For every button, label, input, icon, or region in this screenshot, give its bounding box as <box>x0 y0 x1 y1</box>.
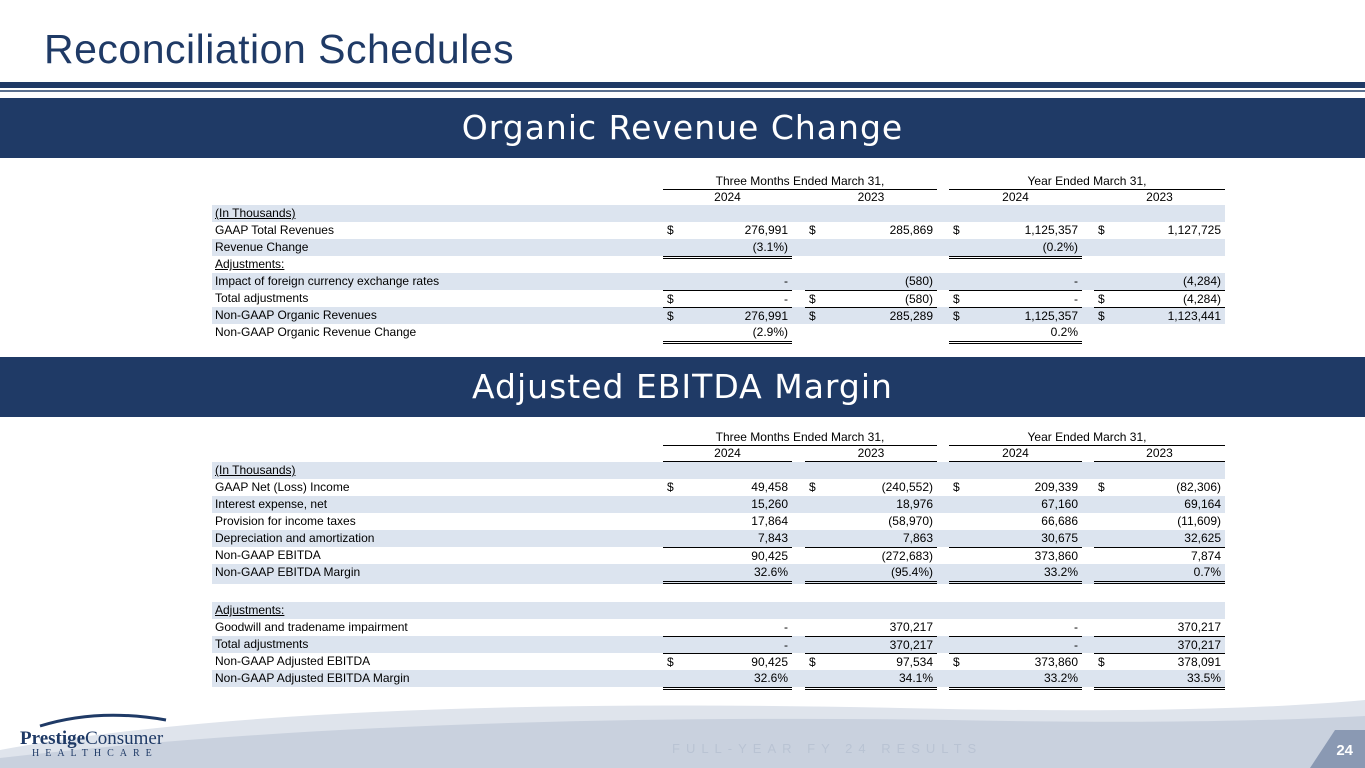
table-cell <box>805 619 937 636</box>
table-cell <box>949 530 1082 547</box>
table-cell <box>663 653 792 670</box>
table-cell <box>949 496 1082 513</box>
table-cell <box>663 619 792 636</box>
row-label: (In Thousands) <box>215 206 296 220</box>
currency-symbol: $ <box>1098 480 1105 494</box>
cell-value: 66,686 <box>1041 514 1078 528</box>
table-cell <box>663 636 792 653</box>
row-label: Depreciation and amortization <box>215 531 375 545</box>
footer-swoosh <box>0 690 1365 768</box>
cell-value: 15,260 <box>751 497 788 511</box>
row-label: GAAP Total Revenues <box>215 223 334 237</box>
table-row <box>212 479 1225 496</box>
cell-value: 209,339 <box>1034 480 1078 494</box>
cell-value: - <box>1074 292 1078 306</box>
cell-value: 34.1% <box>898 671 933 685</box>
cell-value: 33.5% <box>1186 671 1221 685</box>
table-cell <box>805 530 937 547</box>
cell-value: 370,217 <box>889 620 933 634</box>
year-column-header: 2023 <box>1146 446 1173 460</box>
currency-symbol: $ <box>667 480 674 494</box>
table-cell <box>805 273 937 290</box>
table-cell <box>949 479 1082 496</box>
table-cell <box>949 547 1082 564</box>
cell-value: 1,125,357 <box>1024 309 1078 323</box>
table-cell <box>663 222 792 239</box>
page-title: Reconciliation Schedules <box>44 26 515 72</box>
currency-symbol: $ <box>809 655 816 669</box>
table-cell <box>805 513 937 530</box>
table-cell <box>949 636 1082 653</box>
table-cell <box>1094 547 1225 564</box>
table-row <box>212 496 1225 513</box>
table-row <box>212 670 1225 687</box>
year-column-header: 2023 <box>857 190 885 204</box>
row-label: Non-GAAP Adjusted EBITDA Margin <box>215 671 410 685</box>
table-cell <box>1094 496 1225 513</box>
cell-value: (272,683) <box>881 549 933 563</box>
table-row <box>212 256 1225 273</box>
section-band-ebitda: Adjusted EBITDA Margin <box>0 357 1365 417</box>
row-label: Adjustments: <box>215 257 285 271</box>
table-row <box>212 636 1225 653</box>
currency-symbol: $ <box>953 480 960 494</box>
cell-value: 7,863 <box>902 531 933 545</box>
table-cell <box>949 307 1082 324</box>
cell-value: - <box>784 292 788 306</box>
year-column-header: 2024 <box>1002 446 1029 460</box>
currency-symbol: $ <box>953 223 960 237</box>
cell-value: 1,125,357 <box>1024 223 1078 237</box>
table-cell <box>949 670 1082 690</box>
row-label: Interest expense, net <box>215 497 328 511</box>
cell-value: - <box>1074 274 1078 288</box>
cell-value: 17,864 <box>751 514 788 528</box>
cell-value: 32.6% <box>753 565 788 579</box>
table-row <box>212 653 1225 670</box>
table-row <box>212 619 1225 636</box>
logo-name-bold: Prestige <box>20 728 86 749</box>
cell-value: (0.2%) <box>1042 240 1078 254</box>
cell-value: (11,609) <box>1177 514 1221 528</box>
year-column-header: 2023 <box>857 446 885 460</box>
cell-value: (2.9%) <box>752 325 788 339</box>
cell-value: 276,991 <box>744 223 788 237</box>
table-cell <box>1094 530 1225 547</box>
table-cell <box>949 619 1082 636</box>
table-cell <box>1094 564 1225 584</box>
table-cell <box>663 547 792 564</box>
cell-value: 370,217 <box>889 638 933 652</box>
currency-symbol: $ <box>1098 309 1105 323</box>
cell-value: 33.2% <box>1043 671 1078 685</box>
currency-symbol: $ <box>1098 223 1105 237</box>
row-label: Adjustments: <box>215 603 285 617</box>
currency-symbol: $ <box>667 292 674 306</box>
table-cell <box>1094 222 1225 239</box>
table-row <box>212 273 1225 290</box>
table-row <box>212 584 1225 602</box>
row-label: Total adjustments <box>215 637 309 651</box>
currency-symbol: $ <box>809 292 816 306</box>
table-cell <box>949 324 1082 344</box>
row-label: (In Thousands) <box>215 463 296 477</box>
table-row <box>212 324 1225 341</box>
table-row <box>212 239 1225 256</box>
cell-value: 32,625 <box>1184 531 1221 545</box>
table-cell <box>663 307 792 324</box>
company-logo <box>20 712 170 762</box>
table-cell <box>663 479 792 496</box>
cell-value: (95.4%) <box>890 565 933 579</box>
cell-value: (3.1%) <box>752 240 788 254</box>
table-row <box>212 547 1225 564</box>
table-row <box>212 602 1225 619</box>
table-row <box>212 205 1225 222</box>
table-cell <box>805 636 937 653</box>
group-header-three-months: Three Months Ended March 31, <box>715 430 885 444</box>
currency-symbol: $ <box>1098 292 1105 306</box>
table-cell <box>805 496 937 513</box>
currency-symbol: $ <box>809 223 816 237</box>
cell-value: - <box>1074 620 1078 634</box>
table-row <box>212 513 1225 530</box>
cell-value: (4,284) <box>1182 292 1221 306</box>
table-cell <box>805 547 937 564</box>
cell-value: (580) <box>904 292 933 306</box>
cell-value: 0.2% <box>1050 325 1078 339</box>
cell-value: (240,552) <box>881 480 933 494</box>
currency-symbol: $ <box>1098 655 1105 669</box>
cell-value: (580) <box>904 274 933 288</box>
table-row <box>212 564 1225 584</box>
cell-value: 90,425 <box>751 549 788 563</box>
table-cell <box>805 564 937 584</box>
year-column-header: 2024 <box>1002 190 1029 204</box>
cell-value: 276,991 <box>744 309 788 323</box>
row-label: Non-GAAP Adjusted EBITDA <box>215 654 371 668</box>
table-cell <box>663 564 792 584</box>
currency-symbol: $ <box>667 655 674 669</box>
cell-value: 370,217 <box>1177 620 1221 634</box>
table-cell <box>949 290 1082 307</box>
cell-value: 97,534 <box>896 655 933 669</box>
table-row <box>212 462 1225 479</box>
cell-value: - <box>1074 638 1078 652</box>
cell-value: 373,860 <box>1034 655 1078 669</box>
table-cell <box>1094 653 1225 670</box>
currency-symbol: $ <box>809 309 816 323</box>
table-cell <box>949 653 1082 670</box>
year-column-header: 2024 <box>714 190 741 204</box>
table-cell <box>805 479 937 496</box>
cell-value: 67,160 <box>1041 497 1078 511</box>
cell-value: 1,123,441 <box>1167 309 1221 323</box>
currency-symbol: $ <box>667 309 674 323</box>
row-label: Total adjustments <box>215 291 309 305</box>
cell-value: 373,860 <box>1034 549 1078 563</box>
table-cell <box>663 290 792 307</box>
logo-wordmark <box>20 728 163 750</box>
section-band-organic: Organic Revenue Change <box>0 98 1365 158</box>
cell-value: 0.7% <box>1193 565 1221 579</box>
row-label: Non-GAAP EBITDA Margin <box>215 565 361 579</box>
cell-value: (82,306) <box>1176 480 1221 494</box>
row-label: Goodwill and tradename impairment <box>215 620 408 634</box>
table-cell <box>949 273 1082 290</box>
logo-arc-icon <box>38 712 168 728</box>
cell-value: 7,843 <box>757 531 788 545</box>
table-cell <box>1094 479 1225 496</box>
cell-value: 370,217 <box>1177 638 1221 652</box>
cell-value: - <box>784 274 788 288</box>
cell-value: 90,425 <box>751 655 788 669</box>
table-cell <box>949 513 1082 530</box>
table-cell <box>1094 619 1225 636</box>
cell-value: (4,284) <box>1182 274 1221 288</box>
currency-symbol: $ <box>667 223 674 237</box>
currency-symbol: $ <box>953 309 960 323</box>
table-cell <box>1094 513 1225 530</box>
table-row <box>212 222 1225 239</box>
cell-value: 18,976 <box>896 497 933 511</box>
cell-value: (58,970) <box>888 514 933 528</box>
table-cell <box>1094 670 1225 690</box>
table-cell <box>663 670 792 690</box>
cell-value: 49,458 <box>751 480 788 494</box>
table-cell <box>663 273 792 290</box>
table-cell <box>1094 307 1225 324</box>
table-cell <box>663 530 792 547</box>
currency-symbol: $ <box>953 292 960 306</box>
cell-value: 285,869 <box>889 223 933 237</box>
currency-symbol: $ <box>809 480 816 494</box>
footer-caption: FULL-YEAR FY 24 RESULTS <box>672 741 983 756</box>
row-label: Non-GAAP EBITDA <box>215 548 321 562</box>
page-number: 24 <box>1336 742 1353 759</box>
cell-value: - <box>784 638 788 652</box>
currency-symbol: $ <box>953 655 960 669</box>
table-cell <box>949 222 1082 239</box>
table-cell <box>805 222 937 239</box>
cell-value: - <box>784 620 788 634</box>
group-header-year-ended: Year Ended March 31, <box>1027 174 1147 188</box>
table-cell <box>663 513 792 530</box>
row-label: Non-GAAP Organic Revenue Change <box>215 325 417 339</box>
logo-name-rest: Consumer <box>85 728 164 749</box>
table-cell <box>805 307 937 324</box>
table-cell <box>1094 636 1225 653</box>
year-column-header: 2023 <box>1146 190 1173 204</box>
table-cell <box>805 670 937 690</box>
table-cell <box>1094 290 1225 307</box>
table-row <box>212 307 1225 324</box>
group-header-three-months: Three Months Ended March 31, <box>715 174 885 188</box>
table-cell <box>1094 273 1225 290</box>
table-cell <box>949 564 1082 584</box>
title-rule <box>0 82 1365 88</box>
table-cell <box>805 653 937 670</box>
table-cell <box>663 324 792 344</box>
title-rule-thin <box>0 90 1365 92</box>
cell-value: 69,164 <box>1184 497 1221 511</box>
cell-value: 378,091 <box>1177 655 1221 669</box>
table-row <box>212 530 1225 547</box>
row-label: Impact of foreign currency exchange rates <box>215 274 440 288</box>
group-header-year-ended: Year Ended March 31, <box>1027 430 1147 444</box>
row-label: Provision for income taxes <box>215 514 356 528</box>
cell-value: 30,675 <box>1041 531 1078 545</box>
year-column-header: 2024 <box>714 446 741 460</box>
cell-value: 285,289 <box>889 309 933 323</box>
logo-subtitle: HEALTHCARE <box>32 748 158 759</box>
cell-value: 32.6% <box>753 671 788 685</box>
cell-value: 1,127,725 <box>1167 223 1221 237</box>
cell-value: 7,874 <box>1190 549 1221 563</box>
cell-value: 33.2% <box>1043 565 1078 579</box>
table-cell <box>663 496 792 513</box>
row-label: GAAP Net (Loss) Income <box>215 480 350 494</box>
table-row <box>212 290 1225 307</box>
row-label: Revenue Change <box>215 240 309 254</box>
table-cell <box>805 290 937 307</box>
row-label: Non-GAAP Organic Revenues <box>215 308 377 322</box>
